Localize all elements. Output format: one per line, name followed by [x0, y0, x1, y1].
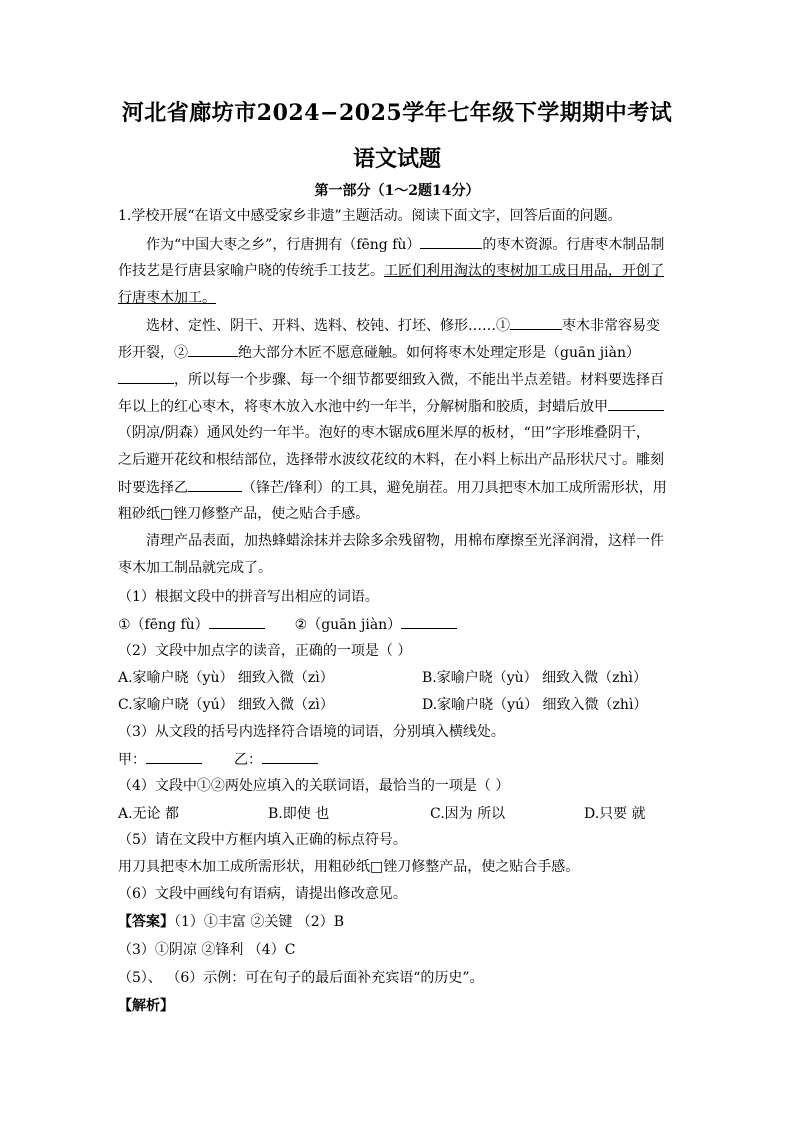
- option-2B: B.家喻户晓（yù） 细致入微（zhì）: [422, 670, 647, 686]
- passage-p1-line2: 作技艺是行唐县家喻户晓的传统手工技艺。工匠们利用淘汰的枣树加工成日用品，开创了: [118, 263, 664, 279]
- answer-blank-2: [401, 614, 457, 629]
- passage-p3-line2: 枣木加工制品就完成了。: [118, 560, 272, 576]
- answer-line-2: （3）①阴凉 ②锋利 （4）C: [118, 942, 296, 958]
- passage-p2-line3: ，所以每一个步骤、每一个细节都要细致入微，不能出半点差错。材料要选择百: [118, 369, 664, 390]
- answer-line-3: （5）、 （6）示例：可在句子的最后面补充宾语“的历史”。: [118, 970, 484, 986]
- sub-question-6: （6）文段中画线句有语病，请提出修改意见。: [118, 886, 407, 902]
- passage-p2-line1: 选材、定性、阴干、开料、选料、校钝、打坯、修形……① 枣木非常容易变: [146, 315, 660, 336]
- sub-question-3-answers: 甲： 乙：: [118, 749, 318, 770]
- analysis-label: 【解析】: [118, 998, 174, 1014]
- sub-question-5-sentence: 用刀具把枣木加工成所需形状，用粗砂纸□锉刀修整产品，使之贴合手感。: [118, 859, 580, 875]
- passage-p2-line6: 之后避开花纹和根结部位，选择带水波纹花纹的木料，在小料上标出产品形状尺寸。雕刻: [118, 452, 664, 468]
- underlined-sentence: 工匠们利用淘汰的枣树加工成日用品，开创了: [384, 263, 664, 279]
- blank-fengfu: [420, 234, 482, 249]
- passage-p2-line4: 年以上的红心枣木，将枣木放入水池中约一年半，分解树脂和胶质，封蜡后放甲: [118, 396, 664, 417]
- passage-p2-line8: 粗砂纸□锉刀修整产品，使之贴合手感。: [118, 506, 370, 522]
- passage-p1-line3: 行唐枣木加工。: [118, 290, 216, 306]
- answer-blank-1: [209, 614, 265, 629]
- passage-p2-line7: 时要选择乙 （锋芒/锋利）的工具，避免崩茬。用刀具把枣木加工成所需形状，用: [118, 477, 667, 498]
- blank-1: [510, 315, 562, 330]
- answer-blank-yi: [262, 749, 318, 764]
- sub-question-3: （3）从文段的括号内选择符合语境的词语，分别填入横线处。: [118, 724, 505, 740]
- sub-question-1-answers: ①（fēng fù） ②（guān jiàn）: [118, 614, 457, 635]
- exam-subtitle: 语文试题: [352, 146, 441, 172]
- blank-guanjian: [118, 369, 174, 384]
- blank-jia: [608, 396, 664, 411]
- option-2C: C.家喻户晓（yú） 细致入微（zì）: [118, 697, 334, 713]
- option-2D: D.家喻户晓（yú） 细致入微（zhì）: [422, 697, 648, 713]
- answer-line-1: 【答案】（1）①丰富 ②关键 （2）B: [118, 914, 345, 930]
- sub-question-4: （4）文段中①②两处应填入的关联词语，最恰当的一项是（ ）: [118, 778, 510, 794]
- passage-p2-line5: （阴凉/阴森）通风处约一年半。泡好的枣木锯成6厘米厚的板材，“田”字形堆叠阴干，: [118, 425, 650, 441]
- section-heading: 第一部分（1～2题14分）: [314, 183, 480, 199]
- option-4C: C.因为 所以: [430, 806, 506, 822]
- sub-question-2: （2）文段中加点字的读音，正确的一项是（ ）: [118, 643, 412, 659]
- sub-question-1: （1）根据文段中的拼音写出相应的词语。: [118, 589, 379, 605]
- option-4B: B.即使 也: [268, 806, 330, 822]
- option-4A: A.无论 都: [118, 806, 180, 822]
- blank-2: [188, 342, 238, 357]
- blank-yi: [188, 477, 242, 492]
- answer-label: 【答案】: [118, 914, 174, 930]
- question-1-intro: 1.学校开展“在语文中感受家乡非遗”主题活动。阅读下面文字，回答后面的问题。: [118, 208, 622, 224]
- passage-p1-line1: 作为“中国大枣之乡”，行唐拥有（fēng fù） 的枣木资源。行唐枣木制品制: [146, 234, 664, 255]
- option-4D: D.只要 就: [584, 806, 646, 822]
- passage-p2-line2: 形开裂，② 绝大部分木匠不愿意碰触。如何将枣木处理定形是（guān jiàn）: [118, 342, 640, 363]
- answer-blank-jia: [146, 749, 202, 764]
- exam-title: 河北省廊坊市2024−2025学年七年级下学期期中考试: [121, 100, 673, 126]
- option-2A: A.家喻户晓（yù） 细致入微（zì）: [118, 670, 334, 686]
- passage-p3-line1: 清理产品表面，加热蜂蜡涂抹并去除多余残留物，用棉布摩擦至光泽润滑，这样一件: [146, 533, 664, 549]
- sub-question-5: （5）请在文段中方框内填入正确的标点符号。: [118, 832, 407, 848]
